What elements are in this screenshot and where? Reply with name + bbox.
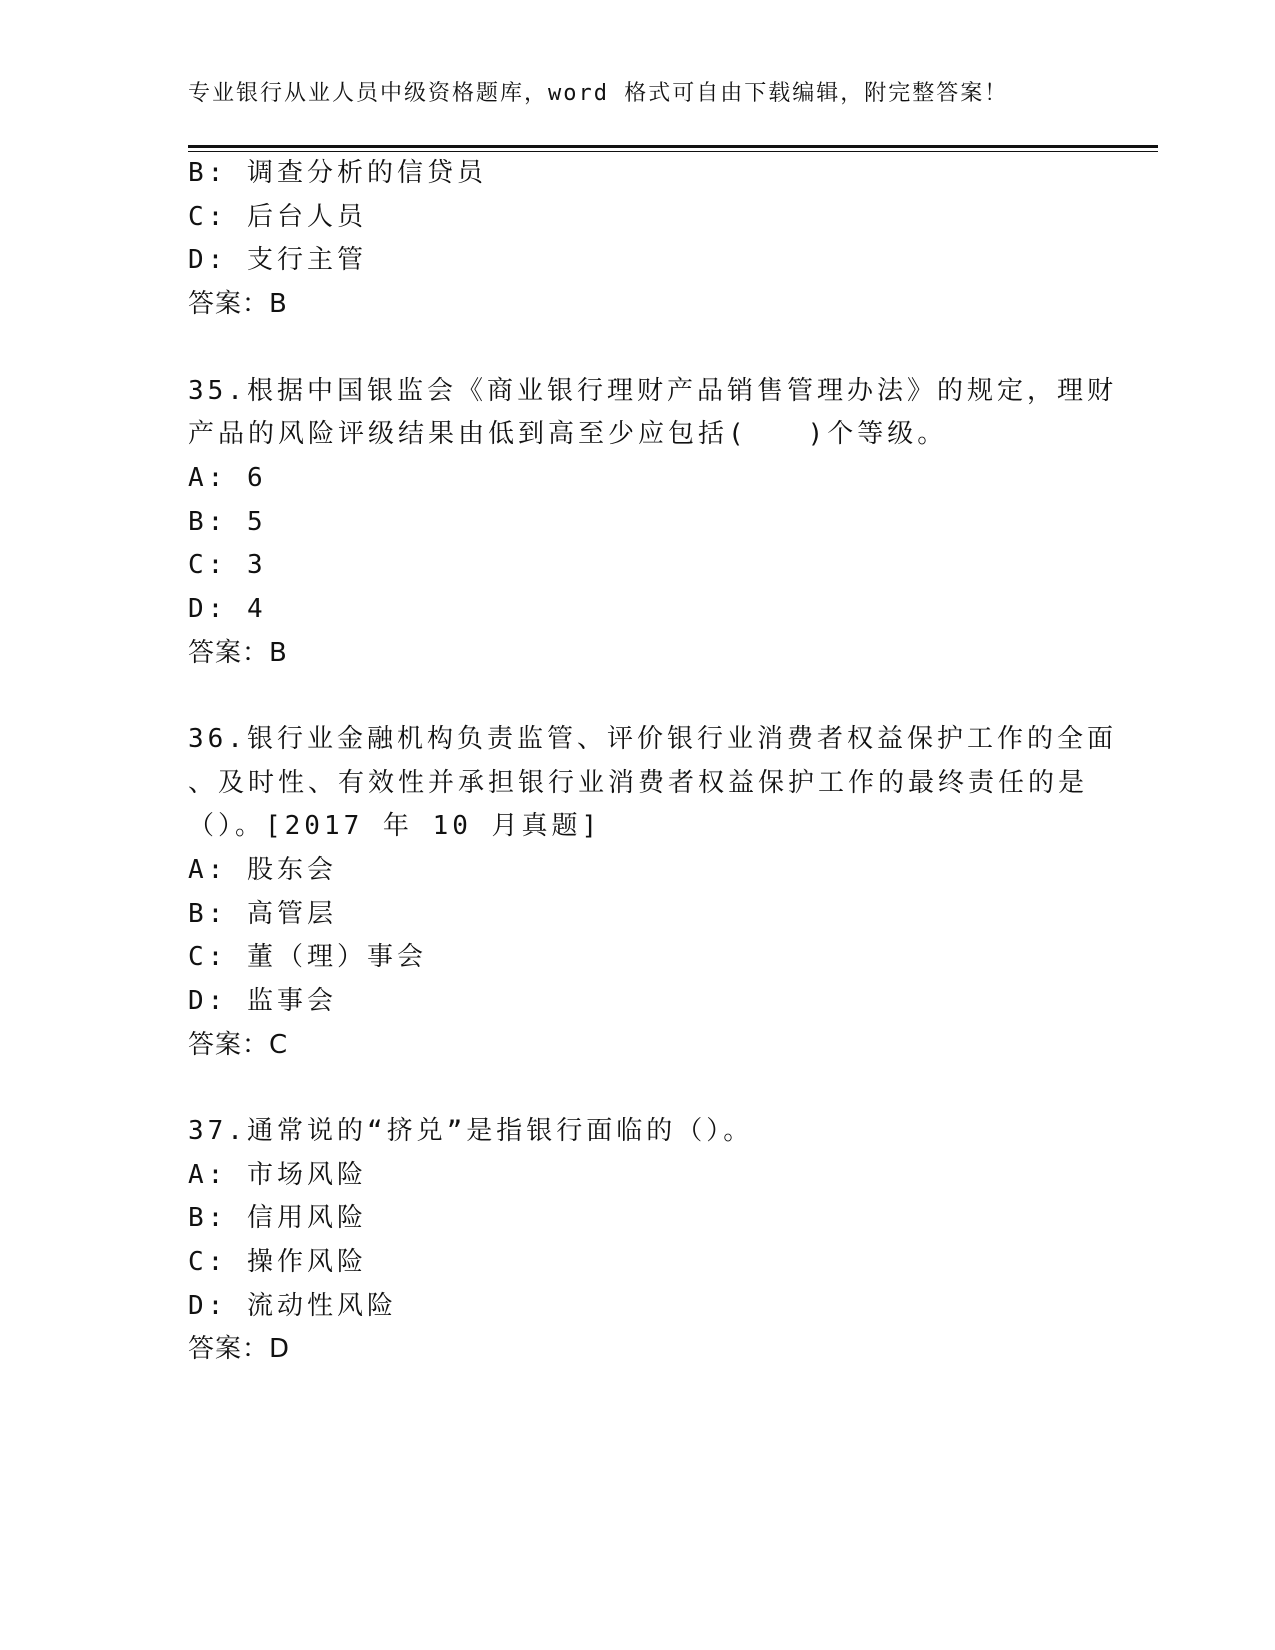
q34-option-c: C: 后台人员: [188, 202, 367, 232]
q37-option-a: A: 市场风险: [188, 1160, 367, 1190]
q34-answer: 答案：B: [188, 289, 288, 319]
q35-stem-line1: 35.根据中国银监会《商业银行理财产品销售管理办法》的规定，理财: [188, 376, 1117, 406]
q37-answer: 答案：D: [188, 1334, 291, 1364]
q36-stem-line2: 、及时性、有效性并承担银行业消费者权益保护工作的最终责任的是: [188, 768, 1089, 798]
q35-option-d: D: 4: [188, 594, 267, 624]
q37-option-b: B: 信用风险: [188, 1203, 367, 1233]
q35-option-b: B: 5: [188, 507, 267, 537]
q36-answer: 答案：C: [188, 1030, 289, 1060]
header-rule-thin: [188, 151, 1158, 152]
q36-option-b: B: 高管层: [188, 899, 337, 929]
q35-option-a: A: 6: [188, 463, 267, 493]
q37-stem-line1: 37.通常说的“挤兑”是指银行面临的（）。: [188, 1116, 754, 1146]
q34-option-d: D: 支行主管: [188, 245, 367, 275]
header-rule-thick: [188, 145, 1158, 148]
q36-option-a: A: 股东会: [188, 855, 337, 885]
q36-stem-line3: （）。[2017 年 10 月真题]: [188, 811, 602, 841]
header-note: 专业银行从业人员中级资格题库，word 格式可自由下载编辑，附完整答案！: [188, 81, 1009, 106]
q35-option-c: C: 3: [188, 550, 267, 580]
q37-option-c: C: 操作风险: [188, 1247, 367, 1277]
q36-option-d: D: 监事会: [188, 986, 337, 1016]
q36-stem-line1: 36.银行业金融机构负责监管、评价银行业消费者权益保护工作的全面: [188, 724, 1117, 754]
q35-answer: 答案：B: [188, 638, 288, 668]
q35-stem-line2: 产品的风险评级结果由低到高至少应包括( )个等级。: [188, 419, 948, 449]
q37-option-d: D: 流动性风险: [188, 1291, 397, 1321]
q36-option-c: C: 董（理）事会: [188, 942, 427, 972]
q34-option-b: B: 调查分析的信贷员: [188, 158, 487, 188]
